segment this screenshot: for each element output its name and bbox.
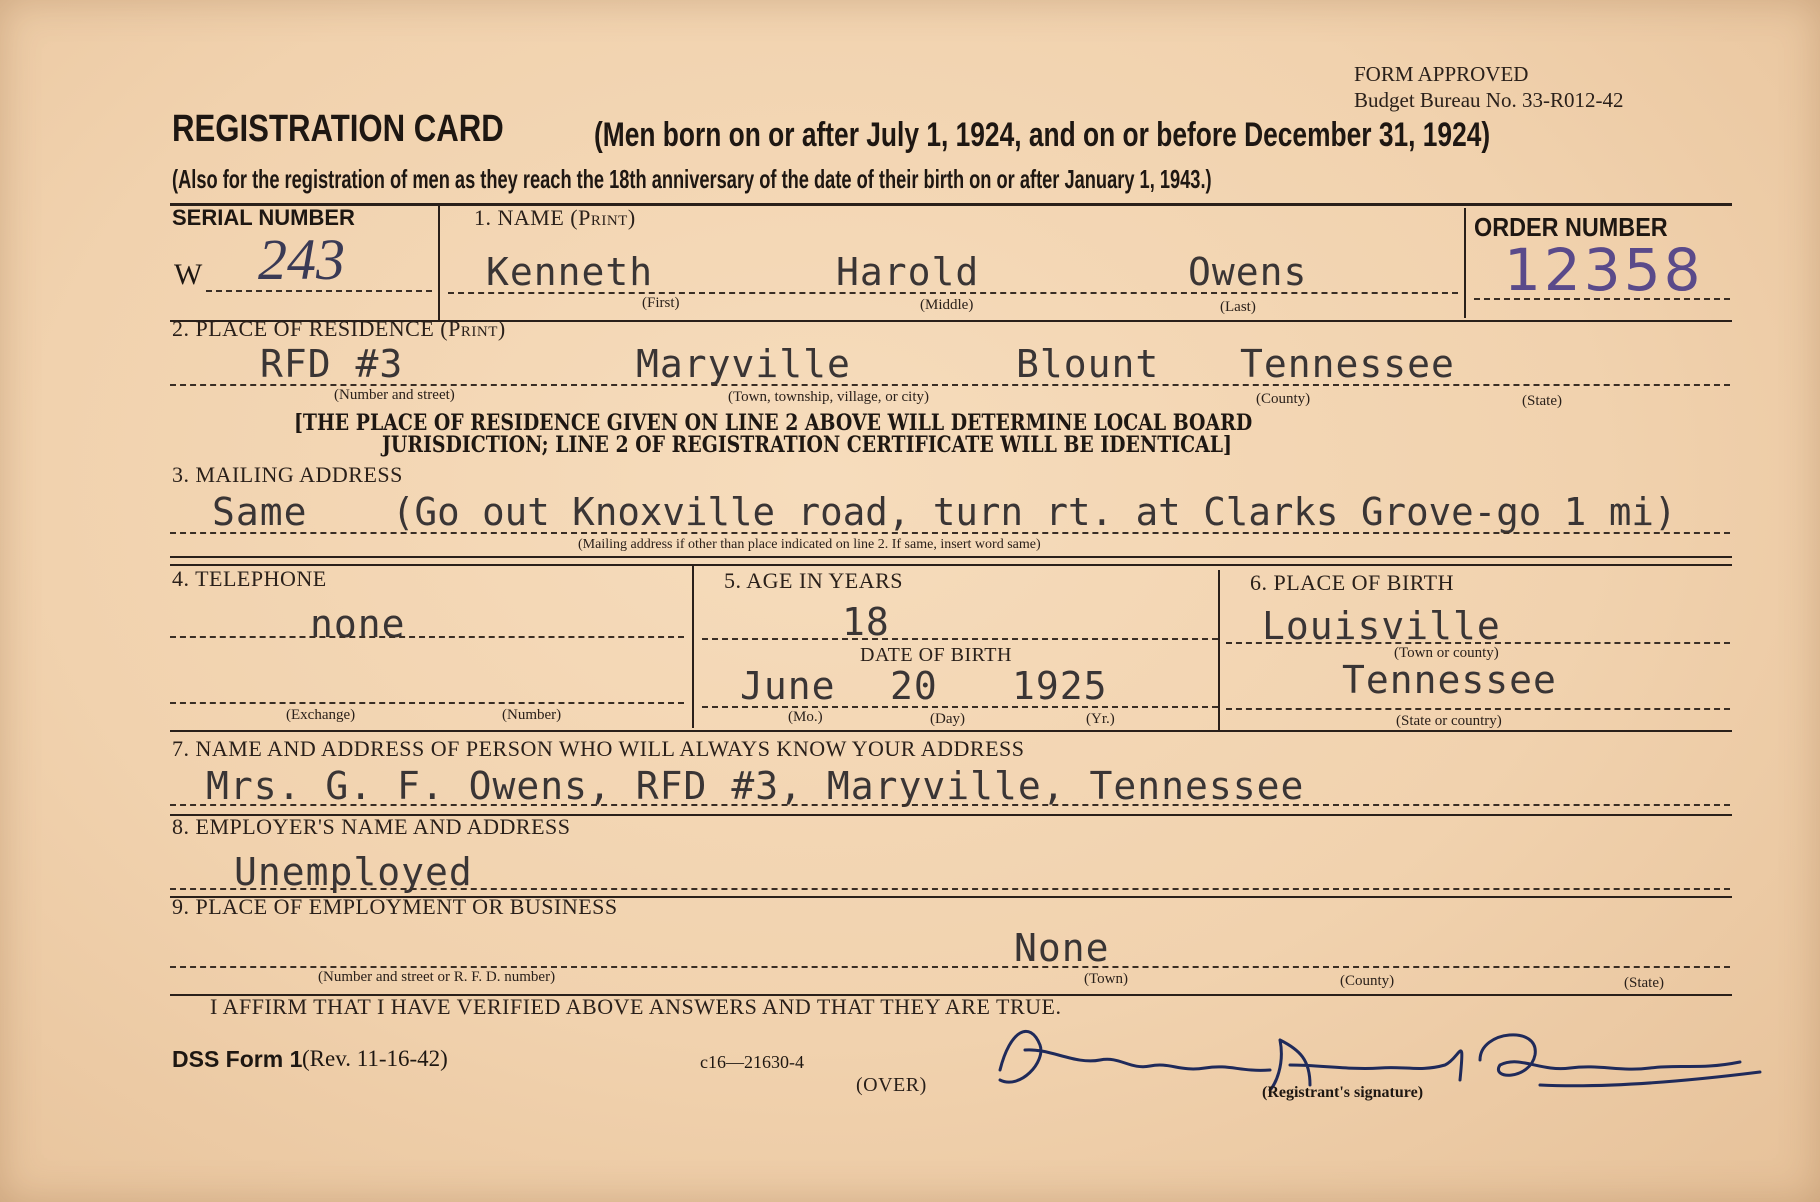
order-number-value: 12358 — [1504, 236, 1704, 304]
birth-year-value: 1925 — [1012, 664, 1108, 708]
serial-divider — [438, 203, 440, 321]
print-code: c16—21630-4 — [700, 1052, 804, 1072]
contact-label: 7. NAME AND ADDRESS OF PERSON WHO WILL ALWAYS KNOW YOUR ADDRESS — [172, 736, 1025, 761]
number-caption: (Number) — [502, 707, 562, 723]
mailing-same-value: Same — [212, 490, 308, 534]
mailing-rule-a — [170, 556, 1732, 558]
contact-line — [170, 804, 1730, 806]
name-label: 1. NAME (Print) — [474, 205, 636, 230]
affirmation-text: I AFFIRM THAT I HAVE VERIFIED ABOVE ANSWERS AND THAT THEY ARE TRUE. — [210, 994, 1062, 1019]
card-title: REGISTRATION CARD — [172, 108, 504, 150]
employment-state-caption: (State) — [1624, 975, 1664, 991]
dob-line — [702, 706, 1218, 708]
telephone-line-1 — [170, 636, 684, 638]
employer-line — [170, 888, 1730, 890]
telephone-label: 4. TELEPHONE — [172, 566, 327, 591]
form-approved: FORM APPROVED — [1354, 62, 1529, 86]
order-divider — [1464, 208, 1466, 318]
jurisdiction-notice-line2: JURISDICTION; LINE 2 OF REGISTRATION CERTIFICATE WILL BE IDENTICAL] — [382, 432, 1232, 458]
employer-value: Unemployed — [234, 850, 473, 894]
telephone-value: none — [310, 602, 406, 646]
serial-prefix: W — [174, 258, 203, 291]
serial-number-value: 243 — [258, 227, 345, 292]
last-name-value: Owens — [1188, 250, 1308, 294]
birth-town-line — [1226, 642, 1730, 644]
residence-street-value: RFD #3 — [260, 342, 404, 386]
contact-value: Mrs. G. F. Owens, RFD #3, Maryville, Tennessee — [206, 764, 1305, 808]
also-for-text: (Also for the registration of men as they reach the 18th anniversary of the date of their birth on or after January 1, 1943.) — [172, 164, 1212, 194]
state-caption: (State) — [1522, 393, 1562, 409]
place-of-employment-label: 9. PLACE OF EMPLOYMENT OR BUSINESS — [172, 894, 618, 919]
budget-bureau-number: Budget Bureau No. 33-R012-42 — [1354, 88, 1624, 112]
employment-town-caption: (Town) — [1084, 971, 1128, 987]
birth-town-value: Louisville — [1262, 604, 1501, 648]
form-revision: (Rev. 11-16-42) — [302, 1046, 448, 1071]
name-line — [448, 292, 1458, 294]
mailing-line — [170, 532, 1730, 534]
town-or-county-caption: (Town or county) — [1394, 645, 1499, 661]
residence-county-value: Blount — [1016, 342, 1160, 386]
employer-label: 8. EMPLOYER'S NAME AND ADDRESS — [172, 814, 571, 839]
jurisdiction-notice-line1: [THE PLACE OF RESIDENCE GIVEN ON LINE 2 ABOVE WILL DETERMINE LOCAL BOARD — [294, 410, 1253, 436]
residence-label: 2. PLACE OF RESIDENCE (Print) — [172, 316, 506, 341]
signature-caption: (Registrant's signature) — [1262, 1084, 1424, 1101]
mailing-address-label: 3. MAILING ADDRESS — [172, 462, 403, 487]
mailing-directions-value: (Go out Knoxville road, turn rt. at Clarks Grove-go 1 mi) — [392, 490, 1677, 534]
mailing-rule-b — [170, 564, 1732, 566]
middle-caption: (Middle) — [920, 297, 974, 313]
serial-line — [206, 290, 432, 292]
birth-state-value: Tennessee — [1342, 658, 1557, 702]
last-caption: (Last) — [1220, 299, 1256, 315]
exchange-caption: (Exchange) — [286, 707, 356, 723]
row456-rule — [170, 730, 1732, 732]
employment-street-caption: (Number and street or R. F. D. number) — [318, 969, 556, 985]
over-label: (OVER) — [856, 1074, 927, 1096]
state-or-country-caption: (State or country) — [1396, 713, 1502, 729]
telephone-line-2 — [170, 702, 684, 704]
date-of-birth-label: DATE OF BIRTH — [860, 644, 1012, 666]
town-caption: (Town, township, village, or city) — [728, 389, 929, 405]
residence-line — [170, 384, 1730, 386]
top-rule — [170, 203, 1732, 206]
age-label: 5. AGE IN YEARS — [724, 568, 904, 593]
employment-county-caption: (County) — [1340, 973, 1395, 989]
month-caption: (Mo.) — [788, 709, 823, 725]
mailing-caption: (Mailing address if other than place indicated on line 2. If same, insert word same) — [578, 537, 1041, 552]
day-caption: (Day) — [930, 711, 965, 727]
first-name-value: Kenneth — [486, 250, 654, 294]
age-value: 18 — [842, 600, 890, 644]
eligibility-text: (Men born on or after July 1, 1924, and on or before December 31, 1924) — [594, 116, 1491, 154]
county-caption: (County) — [1256, 391, 1311, 407]
residence-town-value: Maryville — [636, 342, 851, 386]
middle-name-value: Harold — [836, 250, 980, 294]
employment-line — [170, 966, 1730, 968]
year-caption: (Yr.) — [1086, 711, 1115, 727]
order-line — [1474, 298, 1730, 300]
birth-month-value: June — [740, 664, 836, 708]
residence-state-value: Tennessee — [1240, 342, 1455, 386]
age-line — [702, 638, 1218, 640]
order-number-label: ORDER NUMBER — [1474, 212, 1668, 242]
first-caption: (First) — [642, 295, 680, 311]
age-divider — [1218, 570, 1220, 730]
street-caption: (Number and street) — [334, 387, 455, 403]
birth-day-value: 20 — [890, 664, 938, 708]
form-id: DSS Form 1 — [172, 1046, 303, 1072]
telephone-divider — [692, 566, 694, 728]
employment-town-value: None — [1014, 926, 1110, 970]
place-of-birth-label: 6. PLACE OF BIRTH — [1250, 570, 1454, 595]
serial-number-label: SERIAL NUMBER — [172, 205, 355, 230]
birth-state-line — [1226, 708, 1730, 710]
